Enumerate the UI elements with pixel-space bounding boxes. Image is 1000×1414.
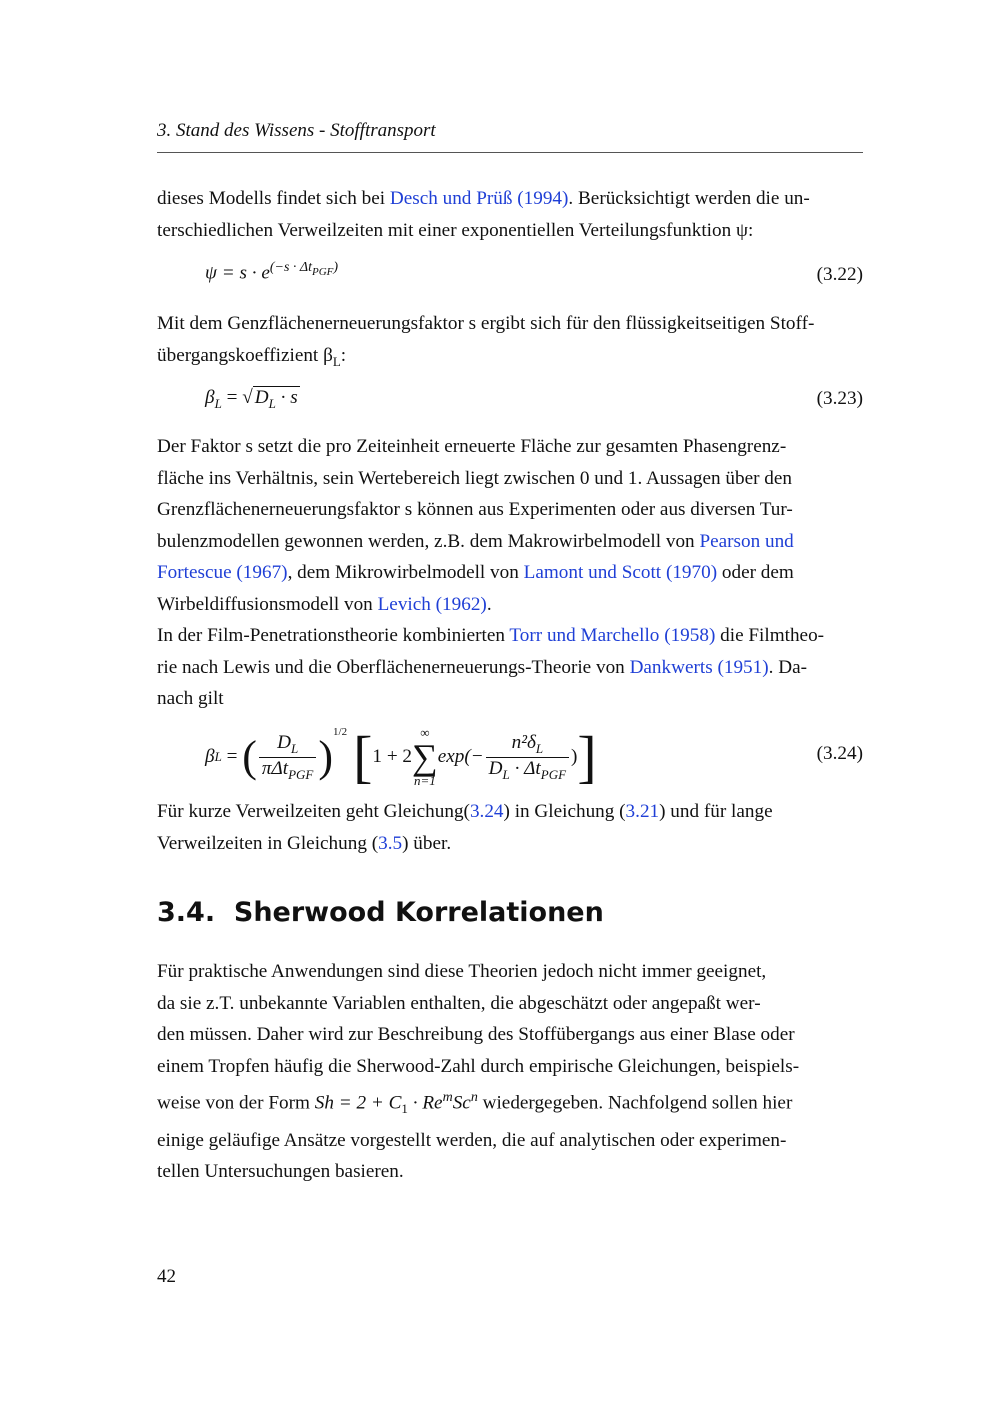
sherwood-formula: Sh = 2 + C xyxy=(314,1092,402,1114)
equals-sqrt: = √ xyxy=(221,387,253,408)
radicand-text: · s xyxy=(275,387,298,408)
text-span: dieses Modells findet sich bei xyxy=(157,188,390,209)
citation-year-link[interactable]: (1951) xyxy=(717,656,769,678)
fraction-inner xyxy=(486,732,569,783)
text-line: Grenzflächenerneuerungsfaktor s können aus Experimenten oder aus diversen Tur- xyxy=(157,499,793,520)
exp-open: exp(− xyxy=(437,746,484,767)
subscript: PGF xyxy=(288,766,314,782)
equation-body xyxy=(205,722,597,792)
text-span: ) in Gleichung ( xyxy=(503,801,626,822)
text-span: . Da- xyxy=(768,656,807,678)
text-line: tellen Untersuchungen basieren. xyxy=(157,1161,404,1183)
text-line: den müssen. Daher wird zur Beschreibung des Stoffübergangs aus einer Blase oder xyxy=(157,1024,795,1045)
exp-close: ) xyxy=(571,746,578,767)
text-span: ) über. xyxy=(402,832,452,854)
text-span: In der Film-Penetrationstheorie kombinierten xyxy=(157,625,510,646)
fraction-denominator xyxy=(259,758,317,783)
text-line: Der Faktor s setzt die pro Zeiteinheit erneuerte Fläche zur gesamten Phasengrenz- xyxy=(157,436,787,457)
equation-ref-link-3-21[interactable]: 3.21 xyxy=(625,801,660,822)
text-line: terschiedlichen Verweilzeiten mit einer exponentiellen Verteilungsfunktion ψ: xyxy=(157,219,754,241)
paragraph-intro xyxy=(157,183,863,246)
left-bracket: [ xyxy=(353,724,373,789)
citation-link-dankwerts[interactable]: Dankwerts xyxy=(629,656,713,678)
subscript: L xyxy=(268,395,276,411)
text-span: die Filmtheo- xyxy=(715,625,825,646)
equation-3-22 xyxy=(157,258,863,292)
one-plus-two: 1 + 2 xyxy=(372,746,413,767)
paragraph-mass-transfer-coefficient xyxy=(157,308,863,377)
subscript: L xyxy=(502,766,510,782)
exponent-subscript: PGF xyxy=(312,265,334,278)
right-paren: ) xyxy=(318,732,334,781)
citation-year-link[interactable]: (1958) xyxy=(664,625,716,646)
text-line xyxy=(157,828,863,860)
subscript: 1 xyxy=(401,1101,408,1117)
subscript: L xyxy=(332,353,341,369)
text-line xyxy=(157,620,863,652)
equation-3-24 xyxy=(157,722,863,792)
power-exponent: 1/2 xyxy=(333,726,348,738)
running-header: 3. Stand des Wissens - Stofftransport xyxy=(157,120,436,141)
fraction-numerator xyxy=(486,732,569,758)
fraction-dl-over-pi-dt xyxy=(259,732,317,783)
radicand-text: D xyxy=(254,387,269,408)
subscript: L xyxy=(214,749,222,764)
fraction-denominator xyxy=(486,758,569,783)
text-span: bulenzmodellen gewonnen werden, z.B. dem Makrowirbelmodell von xyxy=(157,530,700,552)
equation-exponent xyxy=(269,260,339,278)
sum-lower-limit: n=1 xyxy=(413,773,436,788)
text-span: Für kurze Verweilzeiten geht Gleichung( xyxy=(157,801,470,822)
denominator-text: πΔt xyxy=(261,757,289,779)
citation-link-pearson[interactable]: Pearson und xyxy=(699,530,794,552)
text-span: , dem Mikrowirbelmodell von xyxy=(287,562,524,583)
text-span: rie nach Lewis und die Oberflächenerneuerungs-Theorie von xyxy=(157,656,630,678)
left-paren: ( xyxy=(242,732,257,781)
text-line xyxy=(157,183,863,215)
sherwood-formula: · Re xyxy=(407,1092,443,1114)
exponent-text: (−s · Δt xyxy=(269,260,313,275)
citation-year-link[interactable]: (1967) xyxy=(236,562,288,583)
fraction-numerator xyxy=(259,732,317,758)
section-heading: 3.4. Sherwood Korrelationen xyxy=(157,897,604,928)
header-rule xyxy=(157,152,863,153)
subscript: L xyxy=(214,395,222,411)
text-span: oder dem xyxy=(717,562,794,583)
denominator-text: · Δt xyxy=(509,757,541,779)
equation-3-23 xyxy=(157,384,863,418)
equation-body xyxy=(205,260,338,284)
equation-number: (3.22) xyxy=(816,264,863,285)
summation xyxy=(412,726,438,788)
equals-sign: = xyxy=(221,746,243,767)
paragraph-surface-renewal xyxy=(157,431,863,715)
numerator-text: n²δ xyxy=(511,731,536,753)
text-line: fläche ins Verhältnis, sein Wertebereich liegt zwischen 0 und 1. Aussagen über den xyxy=(157,467,793,489)
right-bracket: ] xyxy=(577,724,597,789)
text-span: . xyxy=(486,593,492,615)
page-number: 42 xyxy=(157,1266,176,1287)
text-line: einige geläufige Ansätze vorgestellt werden, die auf analytischen oder experimen- xyxy=(157,1129,787,1151)
subscript: PGF xyxy=(540,766,567,782)
text-line xyxy=(157,557,863,589)
denominator-text: D xyxy=(488,757,503,779)
sherwood-formula: Sc xyxy=(452,1092,471,1114)
subscript: L xyxy=(535,740,544,756)
text-line: Mit dem Genzflächenerneuerungsfaktor s ergibt sich für den flüssigkeitseitigen Stoff- xyxy=(157,313,815,334)
sum-upper-limit: ∞ xyxy=(420,725,430,740)
equation-body xyxy=(205,386,300,412)
text-span: übergangskoeffizient β xyxy=(157,344,333,366)
text-line: nach gilt xyxy=(157,688,224,709)
subscript: L xyxy=(290,740,299,756)
superscript: m xyxy=(442,1090,453,1105)
text-line: da sie z.T. unbekannte Variablen enthalten, die abgeschätzt oder angepaßt wer- xyxy=(157,992,761,1014)
citation-link-levich[interactable]: Levich xyxy=(377,593,431,615)
text-line xyxy=(157,796,863,828)
citation-link-torr-marchello[interactable]: Torr und Marchello xyxy=(509,625,660,646)
sum-symbol: ∑ xyxy=(412,737,438,777)
equation-number: (3.24) xyxy=(816,743,863,764)
text-span: Wirbeldiffusionsmodell von xyxy=(157,593,378,615)
text-line xyxy=(157,340,863,377)
citation-link-fortescue[interactable]: Fortescue xyxy=(157,562,232,583)
equation-lhs: β xyxy=(205,746,215,767)
citation-year-link[interactable]: (1970) xyxy=(665,562,718,583)
exponent-close: ) xyxy=(333,260,339,275)
text-line xyxy=(157,589,863,621)
citation-year-link[interactable]: (1994) xyxy=(517,188,569,209)
citation-year-link[interactable]: (1962) xyxy=(435,593,487,615)
citation-link-lamont-scott[interactable]: Lamont und Scott xyxy=(523,562,662,583)
superscript: n xyxy=(470,1090,478,1105)
text-line xyxy=(157,526,863,558)
equation-number: (3.23) xyxy=(816,388,863,409)
equation-lhs: β xyxy=(205,387,215,408)
equation-lhs: ψ = s · e xyxy=(205,262,270,284)
text-span: wiedergegeben. Nachfolgend sollen hier xyxy=(477,1092,793,1114)
text-span: weise von der Form xyxy=(157,1092,315,1114)
text-span: ) und für lange xyxy=(659,801,773,822)
radicand xyxy=(253,386,300,412)
text-line: Für praktische Anwendungen sind diese Theorien jedoch nicht immer geeignet, xyxy=(157,961,767,982)
text-span: . Berücksichtigt werden die un- xyxy=(568,188,810,209)
paragraph-equation-limits xyxy=(157,796,863,859)
numerator-text: D xyxy=(277,731,291,753)
text-span: : xyxy=(340,344,347,366)
text-line xyxy=(157,1082,863,1125)
paragraph-sherwood-intro xyxy=(157,956,863,1188)
text-line: einem Tropfen häufig die Sherwood-Zahl durch empirische Gleichungen, beispiels- xyxy=(157,1055,800,1077)
text-span: Verweilzeiten in Gleichung ( xyxy=(157,832,379,854)
equation-ref-link-3-5[interactable]: 3.5 xyxy=(378,832,403,854)
text-line xyxy=(157,652,863,684)
citation-link-desch-pruess[interactable]: Desch und Prüß xyxy=(389,188,513,209)
equation-ref-link-3-24[interactable]: 3.24 xyxy=(469,801,504,822)
